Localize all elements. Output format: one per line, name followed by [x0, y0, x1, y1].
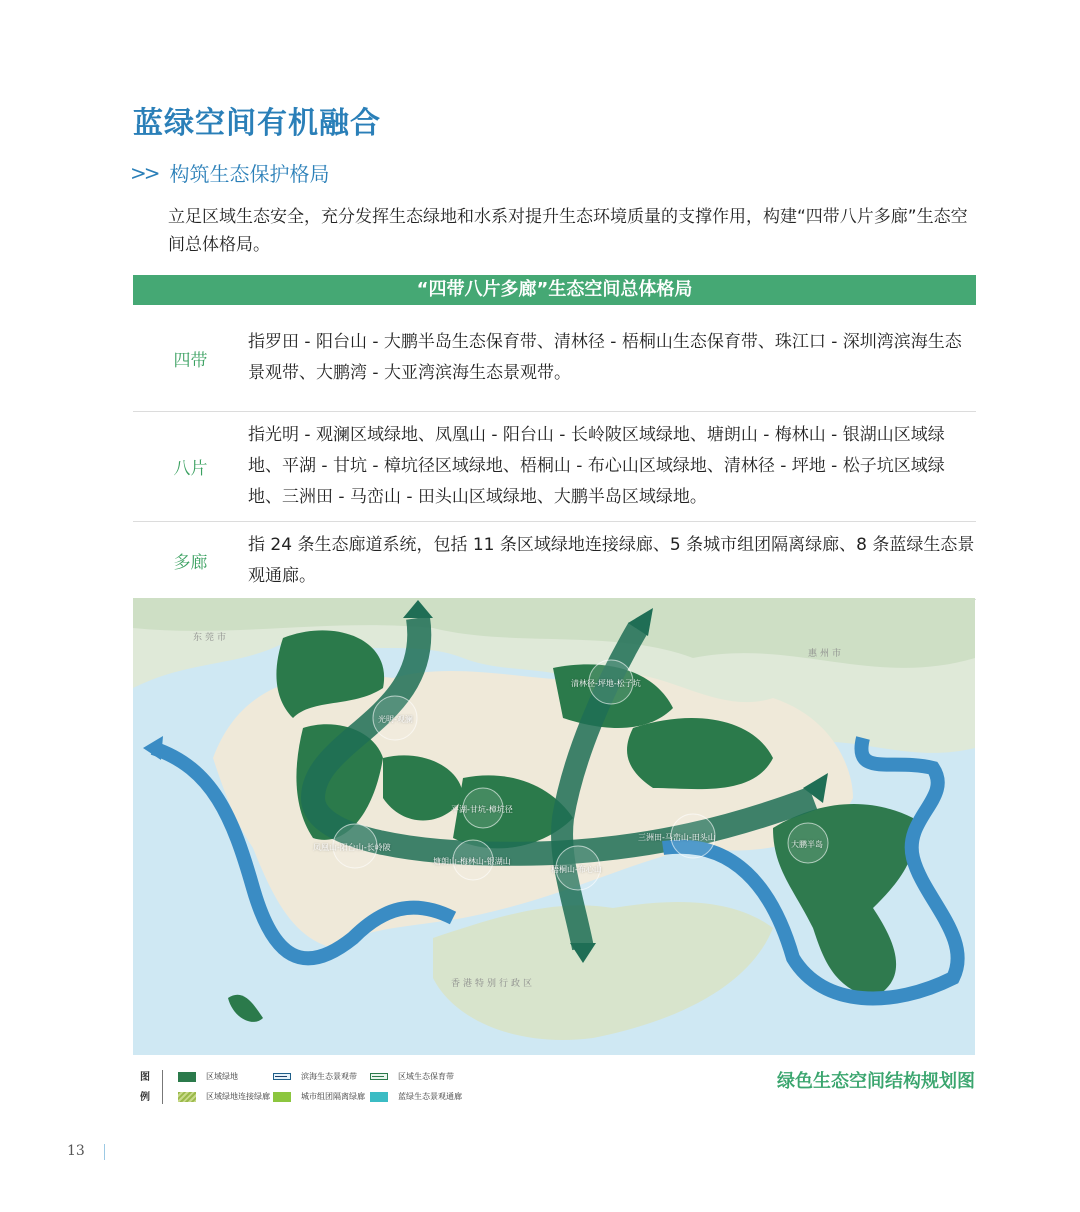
node-label-sanzhoutian: 三洲田-马峦山-田头山 — [638, 833, 716, 842]
table-row — [133, 412, 976, 522]
table-row — [133, 522, 976, 600]
node-label-tanglang: 塘朗山-梅林山-银湖山 — [433, 857, 511, 866]
node-label-fenghuang: 凤凰山-阳台山-长岭陂 — [313, 843, 391, 852]
intro-paragraph: 立足区域生态安全，充分发挥生态绿地和水系对提升生态环境质量的支撑作用，构建“四带八片多廊”生态空间总体格局。 — [168, 207, 968, 255]
node-label-qinglinjing: 清林径-坪地-松子坑 — [571, 679, 641, 688]
legend-item: 蓝绿生态景观通廊 — [370, 1091, 462, 1102]
legend-title: 图 例 — [140, 1072, 150, 1103]
legend-item: 城市组团隔离绿廊 — [273, 1091, 365, 1102]
page-number: 13 — [67, 1143, 85, 1159]
row-text: 指 24 条生态廊道系统，包括 11 条区域绿地连接绿廊、5 条城市组团隔离绿廊、8 条蓝绿生态景观通廊。 — [248, 534, 975, 586]
double-chevron-icon: >> — [130, 160, 158, 185]
region-green-swatch-icon — [178, 1072, 196, 1082]
row-text: 指罗田 - 阳台山 - 大鹏半岛生态保育带、清林径 - 梧桐山生态保育带、珠江口 - 深圳湾滨海生态景观带、大鹏湾 - 大亚湾滨海生态景观带。 — [248, 332, 962, 383]
page-title: 蓝绿空间有机融合 — [133, 106, 381, 141]
node-label-wutong: 梧桐山-布心山 — [551, 865, 602, 874]
section-heading-text: 构筑生态保护格局 — [169, 162, 330, 186]
node-label-pinghu: 平湖-甘坑-樟坑径 — [451, 805, 513, 814]
node-label-guangming: 光明-观澜 — [378, 715, 413, 724]
row-text: 指光明 - 观澜区域绿地、凤凰山 - 阳台山 - 长岭陂区域绿地、塘朗山 - 梅林山 - 银湖山区域绿地、平湖 - 甘坑 - 樟坑径区域绿地、梧桐山 - 布心山区域绿地、清林径 - 坪地 - 松子坑区域绿地、三洲田 - 马峦山 - 田头山区域绿地、大鹏半岛区域绿地。 — [248, 425, 945, 507]
map-graphic — [133, 598, 975, 1055]
row-label: 八片 — [173, 459, 208, 479]
legend-item: 区域绿地连接绿廊 — [178, 1091, 270, 1102]
hatched-corridor-swatch-icon — [178, 1092, 196, 1102]
legend-item: 区域生态保育带 — [370, 1071, 454, 1082]
table-header: “四带八片多廊”生态空间总体格局 — [133, 275, 976, 305]
place-label-huizhou: 惠州市 — [808, 649, 845, 659]
ecological-structure-map — [133, 598, 975, 1055]
ecological-pattern-table — [133, 275, 976, 600]
map-legend — [140, 1068, 480, 1108]
lime-corridor-swatch-icon — [273, 1092, 291, 1102]
conservation-belt-arrow-icon — [370, 1073, 388, 1080]
table-row — [133, 305, 976, 412]
legend-divider — [162, 1070, 163, 1104]
place-label-dongguan: 东莞市 — [193, 633, 230, 643]
row-label: 多廊 — [173, 553, 208, 573]
legend-item: 区域绿地 — [178, 1071, 238, 1082]
section-heading — [130, 158, 330, 187]
page-number-divider — [104, 1144, 105, 1160]
node-label-dapeng: 大鹏半岛 — [791, 840, 823, 849]
row-label: 四带 — [173, 350, 208, 371]
legend-item: 滨海生态景观带 — [273, 1071, 357, 1082]
map-caption: 绿色生态空间结构规划图 — [777, 1071, 975, 1092]
coastal-belt-arrow-icon — [273, 1073, 291, 1080]
cyan-corridor-swatch-icon — [370, 1092, 388, 1102]
place-label-hongkong: 香港特别行政区 — [451, 979, 536, 989]
